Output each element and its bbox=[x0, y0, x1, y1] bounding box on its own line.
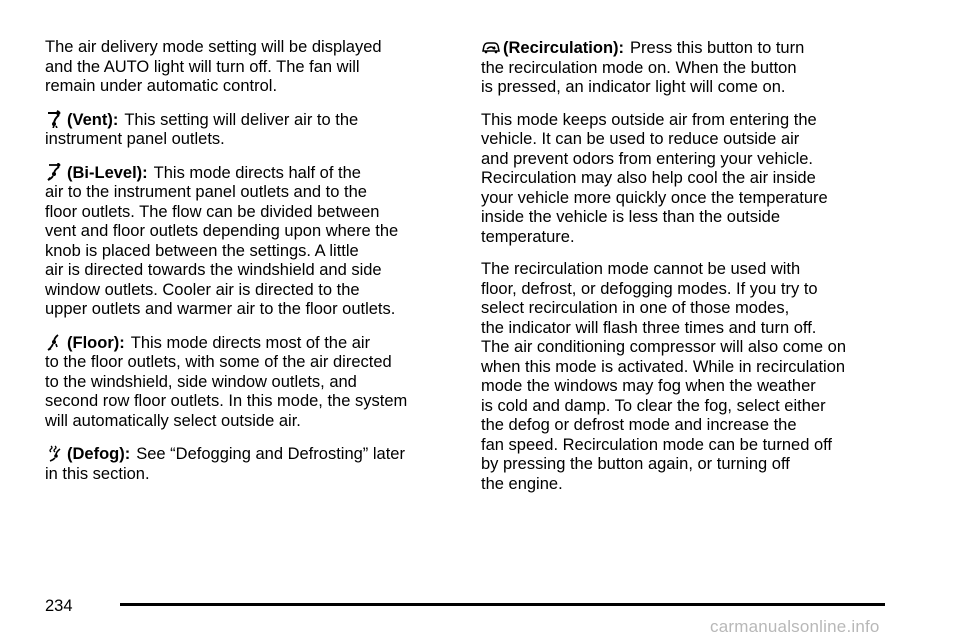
recirculation-icon bbox=[481, 38, 501, 56]
page-number: 234 bbox=[45, 597, 73, 615]
vent-paragraph: (Vent): This setting will deliver air to the instrument panel outlets. bbox=[45, 110, 359, 148]
site-watermark: carmanualsonline.info bbox=[710, 617, 880, 636]
defog-paragraph: (Defog): See “Defogging and Defrosting” later in this section. bbox=[45, 445, 405, 483]
recirculation-paragraph: (Recirculation): Press this button to turn the recirculation mode on. When the button is pressed, an indicator light will come on. bbox=[481, 39, 805, 96]
bilevel-label: (Bi-Level): bbox=[67, 163, 148, 182]
bilevel-mode-icon bbox=[45, 163, 65, 181]
defog-mode-icon bbox=[45, 444, 65, 462]
vent-mode-icon bbox=[45, 110, 65, 128]
recirculation-label: (Recirculation): bbox=[503, 39, 625, 57]
outside-air-paragraph: This mode keeps outside air from entering the vehicle. It can be used to reduce outside air and prevent odors from entering your vehicle. Recirculation may also help cool the air inside your vehicle more quickly once the temperature inside the vehicle is less than the outside temperature. bbox=[481, 110, 828, 246]
restrictions-paragraph: The recirculation mode cannot be used with floor, defrost, or defogging modes. If you try to select recirculation in one of those modes, the indicator will flash three times and turn off. The air conditioning compressor will also come on when this mode is activated. While in recirculation mode the windows may fog when the weather is cold and damp. To clear the fog, select either the defog or defrost mode and increase the fan speed. Recirculation mode can be turned off by pressing the button again, or turning off the engine. bbox=[481, 260, 846, 493]
bilevel-paragraph: (Bi-Level): This mode directs half of the air to the instrument panel outlets and to the floor outlets. The flow can be divided between vent and floor outlets depending upon where the knob is placed between the settings. A little air is directed towards the windshield and side window outlets. Cooler air is directed to the upper outlets and warmer air to the floor outlets. bbox=[45, 163, 399, 318]
vent-label: (Vent): bbox=[67, 110, 119, 129]
floor-paragraph: (Floor): This mode directs most of the air to the floor outlets, with some of the air directed to the windshield, side window outlets, and second row floor outlets. In this mode, the system will automatically select outside air. bbox=[45, 333, 408, 430]
footer-divider bbox=[120, 603, 885, 606]
intro-paragraph: The air delivery mode setting will be displayed and the AUTO light will turn off. The fan will remain under automatic control. bbox=[45, 38, 382, 95]
defog-label: (Defog): bbox=[67, 445, 131, 463]
floor-label: (Floor): bbox=[67, 333, 125, 352]
left-column bbox=[45, 38, 445, 497]
right-column bbox=[481, 38, 881, 507]
floor-mode-icon bbox=[45, 333, 65, 351]
